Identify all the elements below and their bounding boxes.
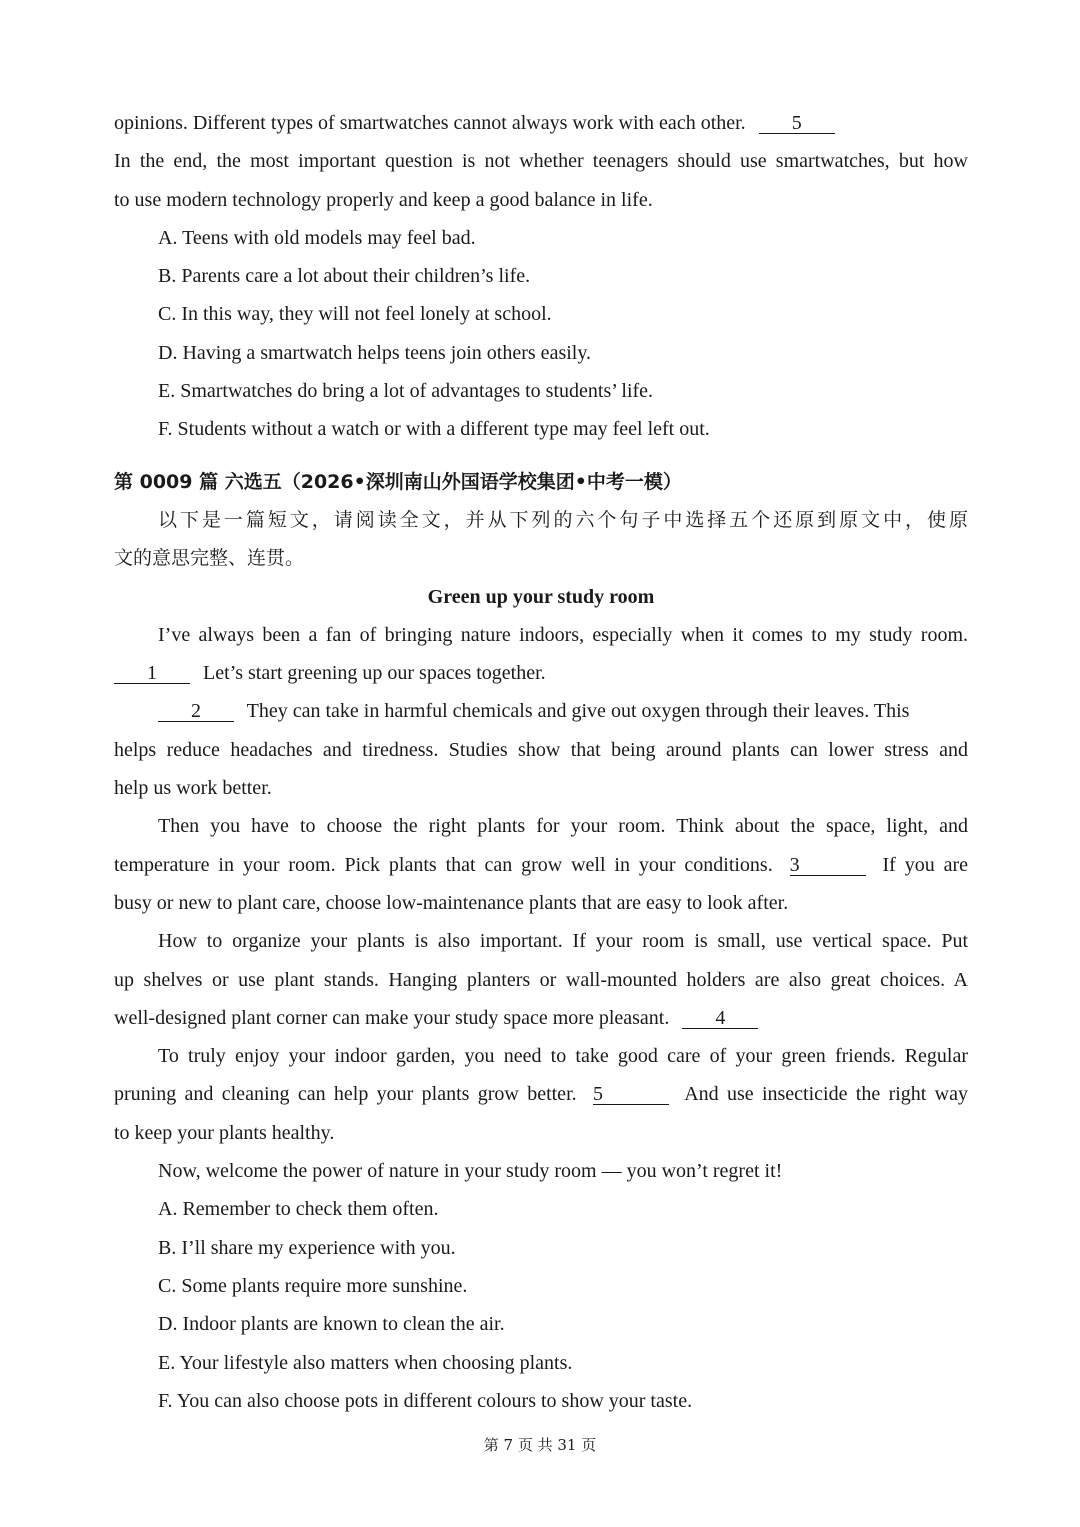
answer-blank: 5 — [759, 113, 835, 134]
section-heading: 第 0009 篇 六选五（2026•深圳南山外国语学校集团•中考一模） — [114, 470, 682, 493]
answer-blank: 5 — [593, 1084, 669, 1105]
answer-blank: 2 — [158, 701, 234, 722]
answer-blank: 4 — [682, 1008, 758, 1029]
option-d: D. Indoor plants are known to clean the air. — [158, 1313, 505, 1336]
passage-text: Let’s start greening up our spaces together. — [203, 662, 546, 685]
passage-line: help us work better. — [114, 777, 272, 800]
passage-line: helps reduce headaches and tiredness. Studies show that being around plants can lower stress and — [114, 738, 968, 761]
passage-line — [114, 654, 968, 692]
passage-text: They can take in harmful chemicals and give out oxygen through their leaves. This — [246, 700, 910, 723]
passage-text: temperature in your room. Pick plants that can grow well in your conditions. — [114, 853, 773, 876]
passage-line — [114, 999, 968, 1037]
option-a: A. Teens with old models may feel bad. — [158, 226, 476, 249]
option-e: E. Smartwatches do bring a lot of advantages to students’ life. — [158, 380, 654, 403]
option-c: C. In this way, they will not feel lonely at school. — [158, 303, 552, 326]
passage-line: to use modern technology properly and keep a good balance in life. — [114, 188, 653, 211]
passage-line: Then you have to choose the right plants for your room. Think about the space, light, and — [158, 815, 968, 838]
option-a: A. Remember to check them often. — [158, 1198, 439, 1221]
passage-title: Green up your study room — [427, 585, 655, 608]
passage-text: pruning and cleaning can help your plants grow better. — [114, 1083, 577, 1106]
passage-line: Now, welcome the power of nature in your study room — you won’t regret it! — [158, 1160, 783, 1183]
option-b: B. Parents care a lot about their children’s life. — [158, 265, 531, 288]
passage-line: to keep your plants healthy. — [114, 1121, 335, 1144]
passage-text: If you are — [882, 853, 969, 876]
option-e: E. Your lifestyle also matters when choosing plants. — [158, 1351, 573, 1374]
passage-line: How to organize your plants is also important. If your room is small, use vertical space. Put — [158, 930, 968, 953]
passage-line — [114, 1075, 968, 1113]
option-d: D. Having a smartwatch helps teens join others easily. — [158, 341, 592, 364]
passage-line — [114, 692, 968, 730]
answer-blank: 3 — [790, 855, 866, 876]
passage-text: And use insecticide the right way — [684, 1083, 968, 1106]
passage-line — [114, 846, 968, 884]
instruction-line: 以下是一篇短文，请阅读全文，并从下列的六个句子中选择五个还原到原文中，使原 — [158, 508, 968, 531]
page-content — [114, 104, 968, 1420]
page-number: 第 7 页 共 31 页 — [483, 1436, 597, 1454]
passage-line — [114, 104, 968, 142]
passage-line: In the end, the most important question is not whether teenagers should use smartwatches, but how — [114, 150, 968, 173]
passage-line: I’ve always been a fan of bringing nature indoors, especially when it comes to my study room. — [158, 623, 968, 646]
passage-text: opinions. Different types of smartwatches cannot always work with each other. — [114, 112, 746, 134]
option-f: F. Students without a watch or with a different type may feel left out. — [158, 418, 710, 441]
option-c: C. Some plants require more sunshine. — [158, 1274, 468, 1297]
passage-line: To truly enjoy your indoor garden, you need to take good care of your green friends. Regular — [158, 1045, 968, 1068]
section-gap — [114, 449, 968, 463]
answer-blank: 1 — [114, 663, 190, 684]
option-f: F. You can also choose pots in different colours to show your taste. — [158, 1389, 693, 1412]
passage-text: well-designed plant corner can make your study space more pleasant. — [114, 1006, 670, 1029]
option-b: B. I’ll share my experience with you. — [158, 1236, 456, 1259]
instruction-line: 文的意思完整、连贯。 — [114, 547, 305, 570]
passage-line: busy or new to plant care, choose low-maintenance plants that are easy to look after. — [114, 891, 789, 914]
passage-line: up shelves or use plant stands. Hanging planters or wall-mounted holders are also great choices. A — [114, 968, 968, 991]
